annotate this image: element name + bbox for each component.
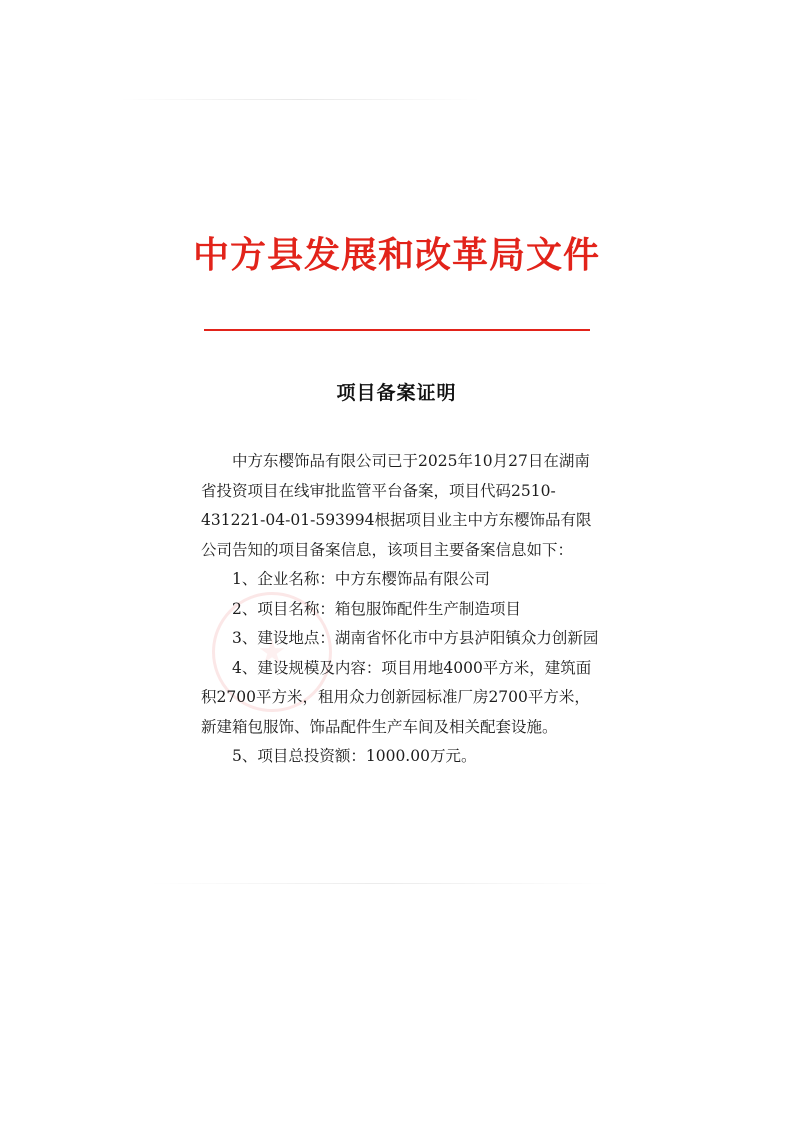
item-company-name: 1、企业名称：中方东樱饰品有限公司 xyxy=(232,570,490,588)
header-red-rule xyxy=(204,329,590,331)
item-scale-content: 4、建设规模及内容：项目用地4000平方米，建筑面积2700平方米，租用众力创新园标准厂房2700平方米，新建箱包服饰、饰品配件生产车间及相关配套设施。 xyxy=(201,658,592,736)
item-location: 3、建设地点：湖南省怀化市中方县泸阳镇众力创新园 xyxy=(232,629,599,647)
scan-edge-top xyxy=(120,99,480,100)
document-title: 项目备案证明 xyxy=(336,382,457,404)
item-total-investment: 5、项目总投资额：1000.00万元。 xyxy=(232,747,477,765)
intro-paragraph: 中方东樱饰品有限公司已于2025年10月27日在湖南省投资项目在线审批监管平台备案，项目代码2510-431221-04-01-593994根据项目业主中方东樱饰品有限公司告知的项目备案信息，该项目主要备案信息如下： xyxy=(201,452,592,559)
document-body xyxy=(201,447,601,772)
item-project-name: 2、项目名称：箱包服饰配件生产制造项目 xyxy=(232,599,521,618)
issuing-office-header: 中方县发展和改革局文件 xyxy=(192,234,600,276)
scan-edge-bottom xyxy=(150,883,610,884)
